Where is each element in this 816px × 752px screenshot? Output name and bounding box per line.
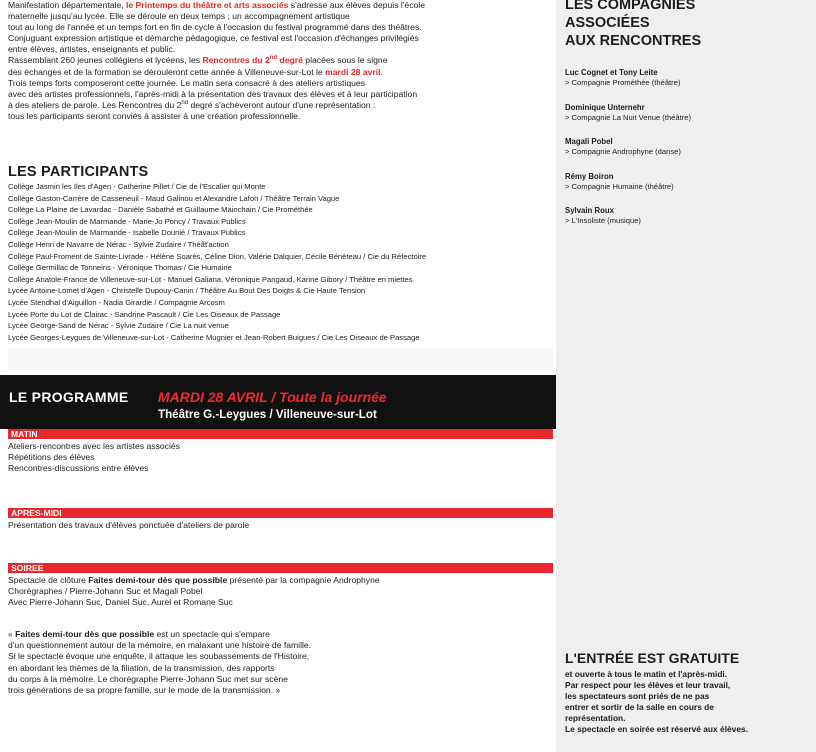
sidebar: [556, 0, 816, 752]
apres-midi-title: APRES-MIDI: [11, 508, 62, 518]
companies-heading: [565, 0, 701, 50]
participant-item: Lycée Antoine-Lomet d'Agen - Christelle Dupouy-Canin / Théâtre Au Bout Des Doigts & Cie Haute Tension: [8, 286, 366, 296]
company-artist: Luc Cognet et Tony Leite: [565, 68, 658, 77]
participant-item: Collège Jean-Moulin de Marmande - Marie-Jo Poncy / Travaux Publics: [8, 216, 246, 226]
company-name: > Compagnie Prométhée (théâtre): [565, 78, 681, 87]
company-name: > Compagnie La Nuit Venue (théâtre): [565, 112, 692, 122]
intro-text: placées sous le signe: [302, 55, 388, 66]
rencontres-name: [202, 55, 302, 65]
matin-line: Répétitions des élèves: [8, 452, 95, 463]
participant-item: Collège Anatole-France de Villeneuve-sur-Lot - Manuel Galiana, Véronique Pangaud, Karine Gibory / Théâtre en miettes: [8, 274, 413, 284]
soiree-text: Spectacle de clôture: [8, 575, 89, 585]
entree-line: entrer et sortir de la salle en cours de: [565, 702, 714, 712]
intro-text: Rassemblant 260 jeunes collégiens et lycéens, les: [8, 55, 203, 66]
intro-text: maternelle jusqu'au lycée. Elle se déroule en deux temps ; un accompagnement artistique: [8, 11, 350, 22]
entree-line: Le spectacle en soirée est réservé aux élèves.: [565, 724, 748, 734]
show-title: Faites demi-tour dès que possible: [15, 629, 155, 639]
intro-text: Conjuguant expression artistique et démarche pédagogique, ce festival est l'occasion d'échanges privilégiés: [8, 33, 419, 44]
quote-line: du corps à la mémoire. Le chorégraphe Pierre-Johann Suc met sur scène: [8, 673, 288, 684]
matin-line: Rencontres-discussions entre élèves: [8, 463, 149, 474]
participant-item: Collège Paul-Froment de Sainte-Livrade - Hélène Soarès, Céline Dion, Valérie Dalquier, Cécile Bénéteau / Cie du Réfectoire: [8, 251, 427, 261]
intro-text: Manifestation départementale,: [8, 0, 126, 10]
participants-heading: LES PARTICIPANTS: [8, 164, 149, 180]
participant-item: Collège Henri de Navarre de Nérac - Sylvie Zudaire / Théât'action: [8, 239, 229, 249]
participant-item: Collège La Plaine de Lavardac - Danièle Sabathé et Guillaume Mainchain / Cie Prométhée: [8, 205, 313, 215]
intro-text: entre élèves, artistes, enseignants et public.: [8, 44, 176, 55]
participants-list: [8, 181, 553, 343]
apres-midi-bar: [8, 508, 553, 518]
programme-label: LE PROGRAMME: [9, 389, 129, 405]
heading-line: AUX RENCONTRES: [565, 33, 702, 49]
rencontres-text: degré: [277, 55, 303, 66]
quote-line: Si le spectacle évoque une enquête, il attaque les soubassements de l'Histoire,: [8, 651, 310, 662]
company-name: > L'Insoliste (musique): [565, 216, 641, 225]
participant-item: Lycée George-Sand de Nérac - Sylvie Zudaire / Cie La nuit venue: [8, 321, 229, 331]
participant-item: Collège Jasmin les Iles d'Agen - Catherine Pillet / Cie de l'Escalier qui Monte: [8, 182, 266, 191]
entree-line: Par respect pour les élèves et leur travail,: [565, 680, 731, 690]
participant-item: Lycée Stendhal d'Aiguillon - Nadia Girardie / Compagnie Arcosm: [8, 297, 225, 307]
matin-body: [8, 441, 553, 475]
soiree-line: Avec Pierre-Johann Suc, Daniel Suc, Aurel et Romane Suc: [8, 597, 233, 608]
programme-banner: [0, 375, 556, 429]
quote-text: est un spectacle qui s'empare: [154, 629, 270, 639]
quote-text: «: [8, 629, 16, 639]
participant-item: Lycée Porte du Lot de Clairac - Sandrine Pascault / Cie Les Oiseaux de Passage: [8, 309, 281, 319]
apres-midi-line: Présentation des travaux d'élèves ponctuée d'ateliers de parole: [8, 520, 250, 530]
participant-item: Lycée Georges-Leygues de Villeneuve-sur-Lot - Catherine Mugnier et Jean-Robert Buigues / Cie Les Oiseaux de Passage: [8, 332, 420, 342]
event-date: mardi 28 avril: [325, 66, 381, 77]
decorative-band: [8, 348, 553, 370]
ordinal-sup: nd: [269, 55, 278, 62]
quote-line: trois générations de sa propre famille, sur le mode de la transmission. »: [8, 685, 281, 696]
company-name: > Compagnie Androphyne (danse): [565, 147, 681, 156]
companies-list: [565, 68, 810, 241]
company-entry: [565, 206, 810, 241]
intro-text: tout au long de l'année et un temps fort en fin de cycle à l'occasion du festival programmé dans des théâtres.: [8, 22, 422, 33]
apres-midi-body: [8, 520, 553, 531]
intro-text: à des ateliers de parole. Les Rencontres du 2: [8, 99, 182, 110]
intro-text: des échanges et de la formation se dérouleront cette année à Villeneuve-sur-Lot le: [8, 66, 326, 77]
intro-text: tous les participants seront conviés à assister à une création professionnelle.: [8, 110, 301, 121]
rencontres-text: Rencontres du 2: [202, 55, 270, 66]
company-artist: Dominique Unternehr: [565, 102, 645, 112]
participant-item: Collège Gaston-Carrère de Casseneuil - Maud Galinou et Alexandre Lafon / Théâtre Terrain Vague: [8, 193, 340, 203]
matin-bar: [8, 429, 553, 439]
quote-line: en abordant les thèmes de la filiation, de la transmission, des rapports: [8, 662, 275, 673]
entree-heading: L'ENTRÉE EST GRATUITE: [565, 650, 740, 666]
soiree-quote: [8, 629, 553, 696]
matin-title: MATIN: [11, 429, 38, 439]
quote-line: d'un questionnement autour de la mémoire, en malaxant une histoire de famille.: [8, 640, 312, 651]
heading-line: LES COMPAGNIES: [565, 0, 696, 13]
entree-text: [565, 669, 810, 735]
company-artist: Rémy Boiron: [565, 171, 614, 181]
matin-line: Ateliers-rencontres avec les artistes associés: [8, 441, 180, 451]
company-entry: [565, 137, 810, 172]
show-title: Faites demi-tour dès que possible: [88, 575, 228, 585]
company-entry: [565, 103, 810, 138]
entree-line: représentation.: [565, 713, 626, 723]
intro-text: degré s'achèveront autour d'une représentation :: [188, 99, 376, 110]
company-entry: [565, 68, 810, 103]
company-name: > Compagnie Humaine (théâtre): [565, 181, 674, 191]
festival-name: le Printemps du théâtre et arts associés: [126, 0, 289, 10]
intro-text: s'adresse aux élèves depuis l'école: [288, 0, 425, 10]
intro-text: Trois temps forts composeront cette journée. Le matin sera consacré à des ateliers artistiques: [8, 77, 365, 88]
intro-paragraph: [8, 0, 553, 122]
programme-date: MARDI 28 AVRIL / Toute la journée: [158, 389, 387, 405]
ordinal-sup: nd: [181, 99, 189, 106]
soiree-line: Chorégraphes / Pierre-Johann Suc et Magali Pobel: [8, 586, 203, 597]
soiree-text: présenté par la compagnie Androphyne: [227, 575, 380, 585]
company-entry: [565, 172, 810, 207]
intro-text: avec des artistes professionnels, l'après-midi à la présentation des travaux des élèves et à leur participation: [8, 88, 418, 99]
participant-item: Collège Germillac de Tonneins - Véronique Thomas / Cie Humaine: [8, 263, 232, 273]
participant-item: Collège Jean-Moulin de Marmande - Isabelle Dounié / Travaux Publics: [8, 228, 246, 238]
intro-text: .: [380, 66, 383, 77]
programme-venue: Théâtre G.-Leygues / Villeneuve-sur-Lot: [158, 408, 377, 421]
soiree-bar: [8, 563, 553, 573]
entree-line: et ouverte à tous le matin et l'après-midi.: [565, 669, 728, 679]
soiree-title: SOIREE: [11, 563, 44, 573]
entree-line: les spectateurs sont priés de ne pas: [565, 691, 710, 701]
heading-line: ASSOCIÉES: [565, 15, 650, 31]
company-artist: Sylvain Roux: [565, 206, 614, 215]
company-artist: Magali Pobel: [565, 137, 613, 146]
soiree-body: [8, 575, 553, 609]
